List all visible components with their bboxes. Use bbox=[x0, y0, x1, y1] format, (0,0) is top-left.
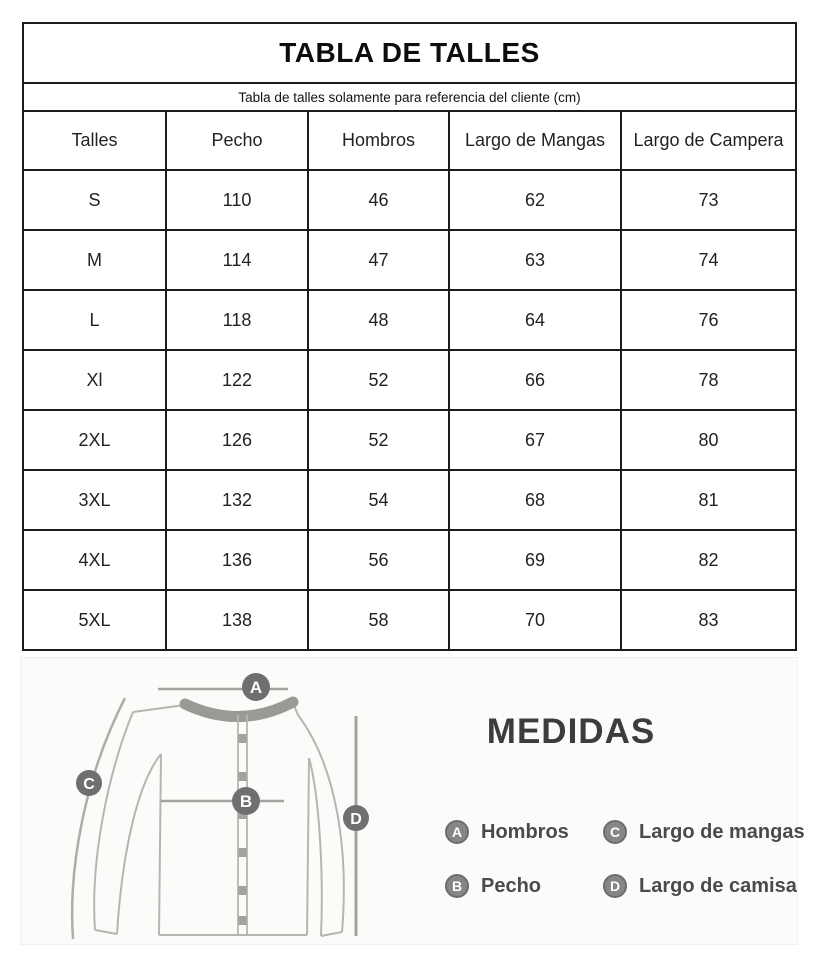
mangas-cell: 69 bbox=[449, 530, 621, 590]
campera-cell: 78 bbox=[621, 350, 796, 410]
button-dots bbox=[239, 734, 247, 925]
size-cell: M bbox=[23, 230, 166, 290]
column-header-mangas: Largo de Mangas bbox=[449, 111, 621, 170]
table-row bbox=[23, 230, 796, 290]
pecho-cell: 114 bbox=[166, 230, 308, 290]
pecho-cell: 118 bbox=[166, 290, 308, 350]
badge-c-icon: C bbox=[603, 820, 627, 844]
badge-b-icon: B bbox=[445, 874, 469, 898]
legend-label: Pecho bbox=[481, 874, 542, 897]
marker-b-icon bbox=[232, 787, 260, 815]
hombros-cell: 58 bbox=[308, 590, 449, 650]
hombros-cell: 46 bbox=[308, 170, 449, 230]
medidas-title: MEDIDAS bbox=[486, 712, 656, 751]
table-subtitle: Tabla de talles solamente para referencia del cliente (cm) bbox=[23, 83, 796, 111]
table-row bbox=[23, 590, 796, 650]
mangas-cell: 68 bbox=[449, 470, 621, 530]
measures-diagram bbox=[20, 657, 805, 945]
column-header-campera: Largo de Campera bbox=[621, 111, 796, 170]
mangas-cell: 63 bbox=[449, 230, 621, 290]
hombros-cell: 54 bbox=[308, 470, 449, 530]
table-row bbox=[23, 350, 796, 410]
table-row bbox=[23, 470, 796, 530]
pecho-cell: 138 bbox=[166, 590, 308, 650]
badge-d-icon: D bbox=[603, 874, 627, 898]
table-row bbox=[23, 290, 796, 350]
table-row bbox=[23, 530, 796, 590]
size-cell: S bbox=[23, 170, 166, 230]
campera-cell: 74 bbox=[621, 230, 796, 290]
table-row bbox=[23, 410, 796, 470]
legend-label: Hombros bbox=[481, 820, 569, 843]
measures-legend bbox=[445, 820, 805, 898]
hombros-cell: 56 bbox=[308, 530, 449, 590]
column-header-pecho: Pecho bbox=[166, 111, 308, 170]
hombros-cell: 48 bbox=[308, 290, 449, 350]
campera-cell: 83 bbox=[621, 590, 796, 650]
mangas-cell: 66 bbox=[449, 350, 621, 410]
size-cell: 4XL bbox=[23, 530, 166, 590]
size-cell: 2XL bbox=[23, 410, 166, 470]
legend-item-mangas bbox=[603, 820, 805, 844]
mangas-cell: 67 bbox=[449, 410, 621, 470]
campera-cell: 82 bbox=[621, 530, 796, 590]
pecho-cell: 132 bbox=[166, 470, 308, 530]
table-subtitle-row bbox=[23, 83, 796, 111]
size-cell: 5XL bbox=[23, 590, 166, 650]
size-cell: 3XL bbox=[23, 470, 166, 530]
badge-a-icon: A bbox=[445, 820, 469, 844]
marker-c-icon bbox=[76, 770, 102, 796]
column-header-talles: Talles bbox=[23, 111, 166, 170]
campera-cell: 80 bbox=[621, 410, 796, 470]
hombros-cell: 52 bbox=[308, 350, 449, 410]
mangas-cell: 70 bbox=[449, 590, 621, 650]
svg-text:D: D bbox=[350, 811, 362, 828]
pecho-cell: 126 bbox=[166, 410, 308, 470]
size-cell: L bbox=[23, 290, 166, 350]
legend-item-hombros bbox=[445, 820, 603, 844]
mangas-cell: 62 bbox=[449, 170, 621, 230]
svg-text:C: C bbox=[83, 776, 95, 793]
pecho-cell: 110 bbox=[166, 170, 308, 230]
pecho-cell: 136 bbox=[166, 530, 308, 590]
pecho-cell: 122 bbox=[166, 350, 308, 410]
svg-text:B: B bbox=[239, 792, 253, 811]
svg-text:A: A bbox=[249, 678, 263, 697]
size-cell: Xl bbox=[23, 350, 166, 410]
hombros-cell: 47 bbox=[308, 230, 449, 290]
campera-cell: 73 bbox=[621, 170, 796, 230]
marker-a-icon bbox=[242, 673, 270, 701]
column-header-hombros: Hombros bbox=[308, 111, 449, 170]
table-row bbox=[23, 170, 796, 230]
table-title: TABLA DE TALLES bbox=[23, 23, 796, 83]
legend-item-camisa bbox=[603, 874, 805, 898]
table-header-row bbox=[23, 111, 796, 170]
legend-item-pecho bbox=[445, 874, 603, 898]
legend-label: Largo de mangas bbox=[639, 820, 805, 843]
mangas-cell: 64 bbox=[449, 290, 621, 350]
hombros-cell: 52 bbox=[308, 410, 449, 470]
marker-d-icon bbox=[343, 805, 369, 831]
campera-cell: 81 bbox=[621, 470, 796, 530]
legend-label: Largo de camisa bbox=[639, 874, 797, 897]
campera-cell: 76 bbox=[621, 290, 796, 350]
garment-sketch bbox=[21, 658, 799, 946]
table-title-row bbox=[23, 23, 796, 83]
size-table bbox=[22, 22, 797, 651]
